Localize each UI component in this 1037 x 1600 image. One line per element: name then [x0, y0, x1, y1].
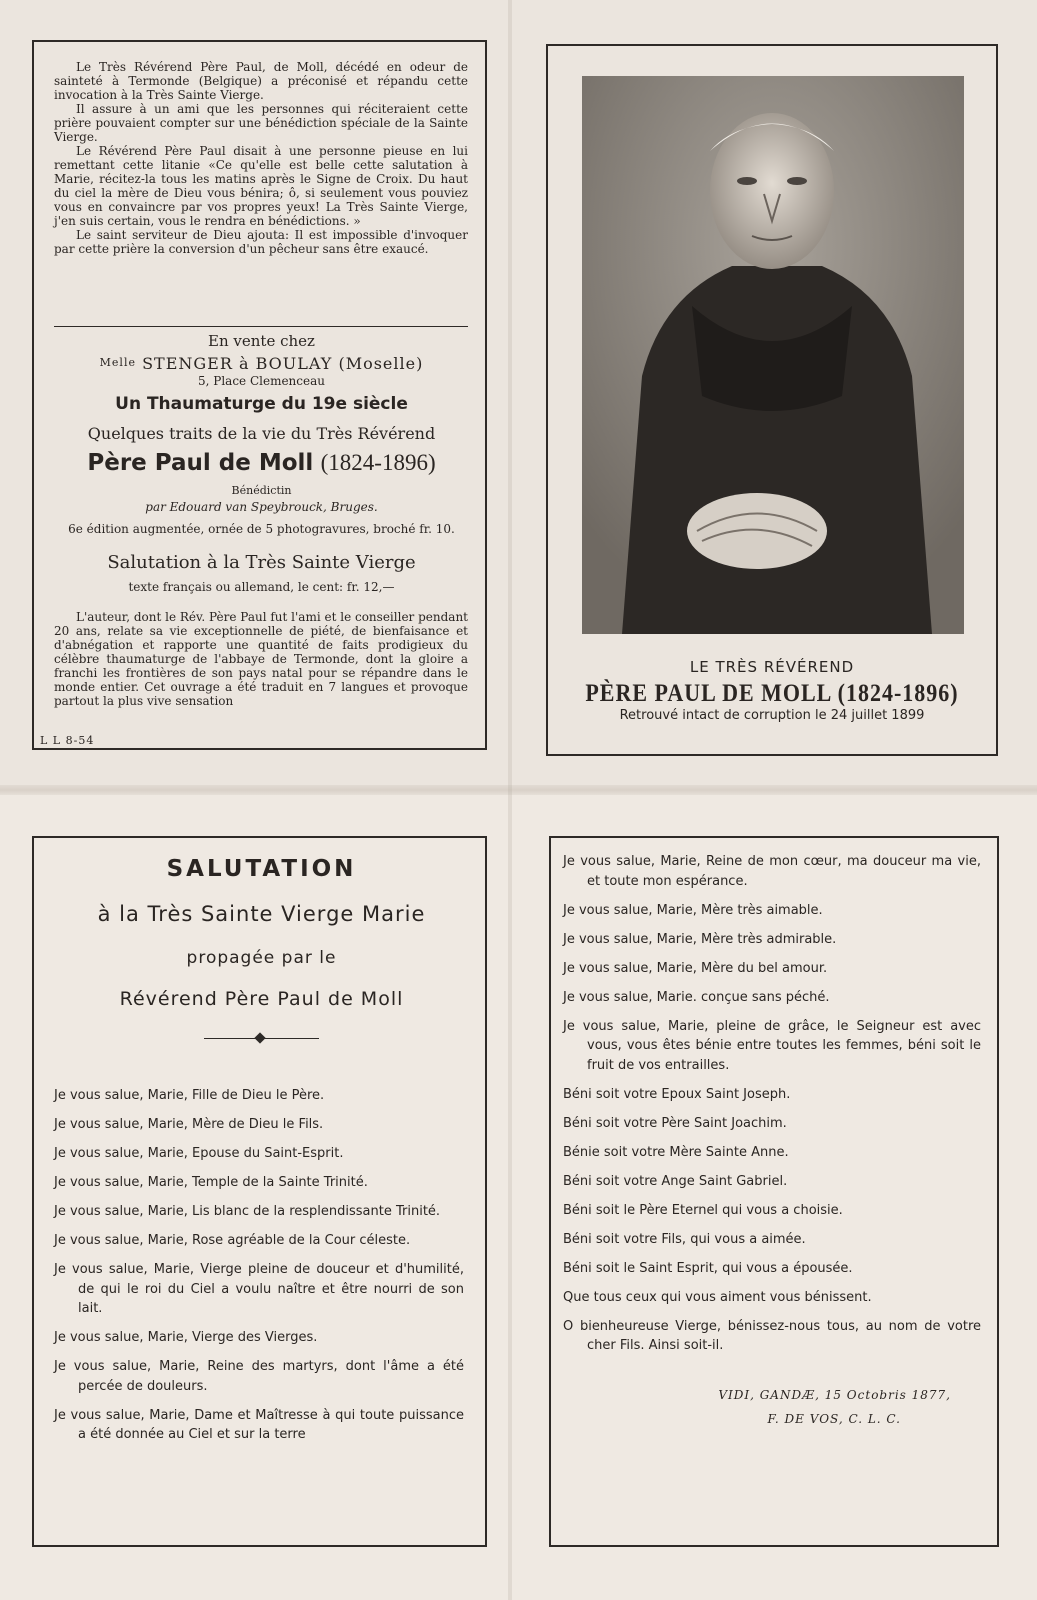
caption-note: Retrouvé intact de corruption le 24 juillet 1899	[619, 708, 925, 723]
salutation-continued-panel	[549, 836, 999, 1547]
mlle-label: Melle	[99, 356, 136, 369]
prayer-line: Je vous salue, Marie, Dame et Maîtresse à qui toute puissance a été donnée au Ciel et sur la terre	[54, 1407, 464, 1442]
book-subtitle: Quelques traits de la vie du Très Révérend	[87, 424, 436, 443]
prayer-line: Que tous ceux qui vous aiment vous bénissent.	[563, 1289, 872, 1305]
benedictin-label: Bénédictin	[231, 484, 292, 497]
prayer-line: Bénie soit votre Mère Sainte Anne.	[563, 1144, 789, 1160]
prayer-line: Béni soit le Saint Esprit, qui vous a épousée.	[563, 1260, 853, 1276]
prayer-line: O bienheureuse Vierge, bénissez-nous tous, au nom de votre cher Fils. Ainsi soit-il.	[563, 1318, 981, 1353]
caption-name: PÈRE PAUL DE MOLL (1824-1896)	[585, 678, 959, 707]
book-author: par Edouard van Speybrouck, Bruges.	[145, 500, 378, 514]
prayer-line: Je vous salue, Marie, Vierge pleine de douceur et d'humilité, de qui le roi du Ciel a voulu naître et être nourri de son lait.	[54, 1262, 464, 1316]
printer-code: L L 8-54	[40, 734, 95, 747]
prayer-line: Béni soit le Père Eternel qui vous a choisie.	[563, 1202, 843, 1218]
book-dates: (1824-1896)	[320, 450, 436, 475]
prayer-line: Je vous salue, Marie, Fille de Dieu le Père.	[54, 1088, 325, 1103]
book-edition: 6e édition augmentée, ornée de 5 photogravures, broché fr. 10.	[68, 522, 455, 536]
horizontal-fold	[0, 785, 1037, 795]
seller-line	[44, 354, 479, 373]
propagee-label: propagée par le	[186, 948, 337, 968]
prayer-line: Je vous salue, Marie, pleine de grâce, le Seigneur est avec vous, vous êtes bénie entre toutes les femmes, béni soit le fruit de vos entrailles.	[563, 1018, 981, 1073]
prayer-line: Béni soit votre Père Saint Joachim.	[563, 1115, 787, 1131]
prayer-line: Je vous salue, Marie, Epouse du Saint-Esprit.	[54, 1146, 344, 1161]
portrait-photo	[582, 76, 964, 634]
vertical-fold	[508, 0, 512, 1600]
advertisement-panel	[32, 40, 487, 750]
caption-title: LE TRÈS RÉVÉREND	[689, 658, 855, 676]
seller-name: STENGER à BOULAY (Moselle)	[142, 354, 424, 373]
book-title: Un Thaumaturge du 19e siècle	[115, 394, 408, 414]
ornament-diamond	[254, 1032, 265, 1043]
imprimatur-line-1: VIDI, GANDÆ, 15 Octobris 1877,	[718, 1388, 951, 1402]
intro-paragraph: Le Révérend Père Paul disait à une personne pieuse en lui remettant cette litanie «Ce qu'elle est belle cette salutation à Marie, récitez-la tous les matins après le Signe de Croix. Du haut du ciel la mère de Dieu vous bénira; ô, si seulement vous pouviez vous en convaincre par vos propres yeux! La Très Sainte Vierge, j'en suis certain, vous le rendra en bénédictions. »	[54, 144, 468, 228]
monk-portrait-image	[582, 76, 964, 634]
prayer-line: Je vous salue, Marie, Lis blanc de la resplendissante Trinité.	[54, 1204, 441, 1219]
imprimatur-line-2: F. DE VOS, C. L. C.	[767, 1412, 901, 1426]
salutation-panel	[32, 836, 487, 1547]
intro-paragraph: Le saint serviteur de Dieu ajouta: Il est impossible d'invoquer par cette prière la conversion d'un pêcheur sans être exaucé.	[54, 228, 468, 256]
en-vente-label: En vente chez	[208, 332, 315, 350]
prayer-line: Je vous salue, Marie, Reine des martyrs, dont l'âme a été percée de douleurs.	[54, 1359, 464, 1394]
intro-paragraph: Il assure à un ami que les personnes qui réciteraient cette prière pouvaient compter sur une bénédiction spéciale de la Sainte Vierge.	[54, 102, 468, 144]
book-name: Père Paul de Moll	[87, 450, 314, 476]
intro-paragraph: Le Très Révérend Père Paul, de Moll, décédé en odeur de sainteté à Termonde (Belgique) a préconisé et répandu cette invocation à la Très Sainte Vierge.	[54, 60, 468, 102]
prayer-line: Je vous salue, Marie, Mère de Dieu le Fils.	[54, 1117, 324, 1132]
salutation-heading: SALUTATION	[166, 856, 357, 882]
salutation-ad-title: Salutation à la Très Sainte Vierge	[107, 552, 416, 573]
prayer-line: Je vous salue, Marie, Rose agréable de la Cour céleste.	[54, 1233, 411, 1248]
prayer-line: Je vous salue, Marie, Mère très admirable.	[563, 931, 837, 947]
prayer-line: Béni soit votre Epoux Saint Joseph.	[563, 1086, 791, 1102]
intro-text	[54, 60, 468, 256]
prayer-list-left	[54, 1086, 464, 1454]
prayer-line: Je vous salue, Marie. conçue sans péché.	[563, 989, 830, 1005]
portrait-panel	[546, 44, 998, 756]
reverend-label: Révérend Père Paul de Moll	[119, 988, 404, 1010]
closing-paragraph: L'auteur, dont le Rév. Père Paul fut l'ami et le conseiller pendant 20 ans, relate sa vie exceptionnelle de piété, de bienfaisance et d'abnégation et rapporte une quantité de faits prodigieux du célèbre thaumaturge de l'abbaye de Termonde, dont la gloire a franchi les frontières de son pays natal pour se répandre dans le monde entier. Cet ouvrage a été traduit en 7 langues et provoque partout la plus vive sensation	[54, 610, 468, 708]
prayer-line: Je vous salue, Marie, Vierge des Vierges.	[54, 1330, 318, 1345]
prayer-line: Béni soit votre Ange Saint Gabriel.	[563, 1173, 788, 1189]
prayer-line: Je vous salue, Marie, Temple de la Sainte Trinité.	[54, 1175, 368, 1190]
salutation-subtitle: à la Très Sainte Vierge Marie	[97, 902, 426, 926]
prayer-list-right	[563, 852, 981, 1365]
prayer-line: Je vous salue, Marie, Reine de mon cœur, ma douceur ma vie, et toute mon espérance.	[563, 854, 981, 889]
prayer-line: Je vous salue, Marie, Mère du bel amour.	[563, 960, 828, 976]
divider	[54, 326, 468, 327]
salutation-ad-price: texte français ou allemand, le cent: fr. 12,—	[128, 580, 395, 594]
book-name-line	[44, 450, 479, 476]
prayer-line: Je vous salue, Marie, Mère très aimable.	[563, 902, 823, 918]
seller-address: 5, Place Clemenceau	[197, 374, 325, 388]
prayer-line: Béni soit votre Fils, qui vous a aimée.	[563, 1231, 806, 1247]
